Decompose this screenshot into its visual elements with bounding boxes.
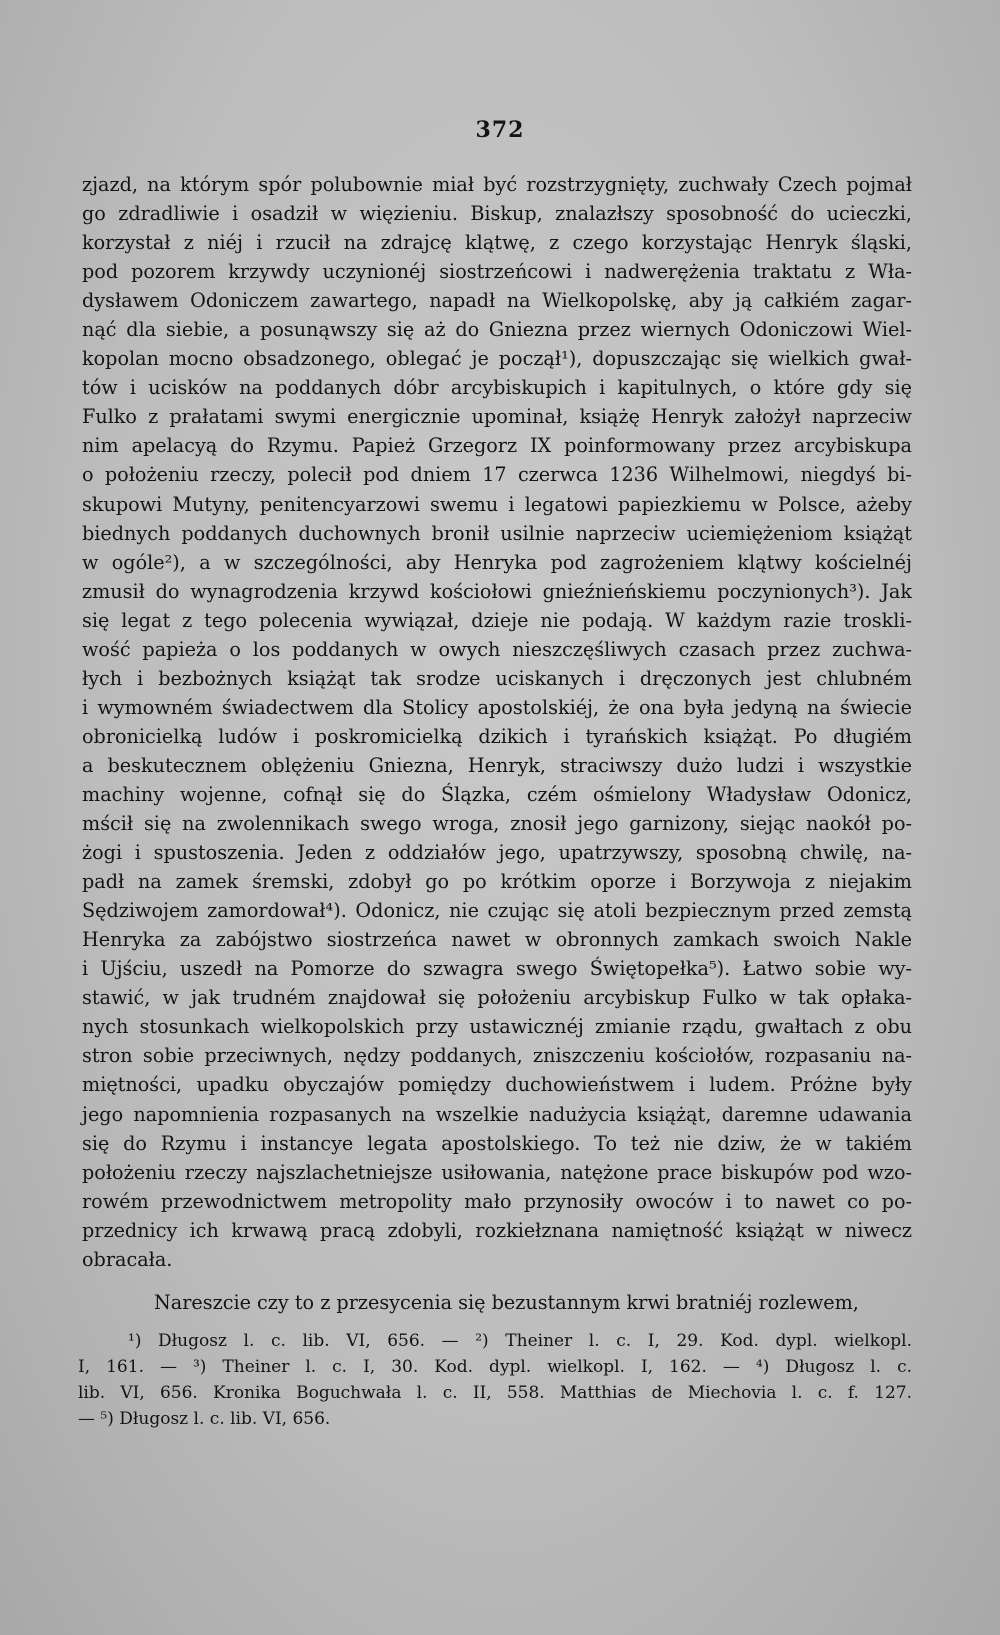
body-text	[82, 170, 912, 1317]
text-line: łych i bezbożnych książąt tak srodze uciskanych i dręczonych jest chlubném	[82, 666, 912, 690]
text-line: nąć dla siebie, a posunąwszy się aż do Gniezna przez wiernych Odoniczowi Wiel-	[82, 318, 912, 342]
text-line: lib. VI, 656. Kronika Boguchwała l. c. II, 558. Matthias de Miechovia l. c. f. 127.	[78, 1383, 912, 1403]
page-number: 372	[475, 117, 525, 143]
text-line: wość papieża o los poddanych w owych nieszczęśliwych czasach przez zuchwa-	[82, 637, 912, 661]
text-line: obronicielką ludów i poskromicielką dzikich i tyrańskich książąt. Po długiém	[82, 724, 912, 748]
text-line: padł na zamek śremski, zdobył go po krótkim oporze i Borzywoja z niejakim	[82, 870, 912, 894]
text-line: Sędziwojem zamordował⁴). Odonicz, nie czując się atoli bezpiecznym przed zemstą	[82, 899, 912, 923]
text-line: zjazd, na którym spór polubownie miał być rozstrzygnięty, zuchwały Czech pojmał	[82, 173, 912, 196]
text-line: korzystał z niéj i rzucił na zdrajcę klątwę, z czego korzystając Henryk śląski,	[82, 231, 912, 255]
text-line: się legat z tego polecenia wywiązał, dzieje nie podają. W każdym razie troskli-	[82, 608, 912, 632]
text-line: go zdradliwie i osadził w więzieniu. Biskup, znalazłszy sposobność do ucieczki,	[82, 202, 912, 226]
paragraph-2	[82, 1288, 912, 1317]
text-line: nim apelacyą do Rzymu. Papież Grzegorz IX poinformowany przez arcybiskupa	[82, 434, 912, 458]
text-line: I, 161. — ³) Theiner l. c. I, 30. Kod. dypl. wielkopl. I, 162. — ⁴) Długosz l. c.	[78, 1357, 912, 1377]
text-line: Nareszcie czy to z przesycenia się bezustannym krwi bratniéj rozlewem,	[154, 1290, 859, 1314]
text-line: dysławem Odoniczem zawartego, napadł na Wielkopolskę, aby ją całkiém zagar-	[82, 289, 912, 313]
text-line: biednych poddanych duchownych bronił usilnie naprzeciw uciemiężeniom książąt	[82, 521, 912, 545]
text-line: Fulko z prałatami swymi energicznie upominał, książę Henryk założył naprzeciw	[82, 405, 912, 429]
text-line: — ⁵) Długosz l. c. lib. VI, 656.	[78, 1409, 331, 1429]
text-line: machiny wojenne, cofnął się do Ślązka, czém ośmielony Władysław Odonicz,	[82, 782, 912, 806]
text-line: zmusił do wynagrodzenia krzywd kościołowi gnieźnieńskiemu poczynionych³). Jak	[82, 579, 912, 603]
text-line: o położeniu rzeczy, polecił pod dniem 17 czerwca 1236 Wilhelmowi, niegdyś bi-	[82, 463, 912, 487]
text-line: się do Rzymu i instancye legata apostolskiego. To też nie dziw, że w takiém	[82, 1131, 912, 1155]
text-line: Henryka za zabójstwo siostrzeńca nawet w obronnych zamkach swoich Nakle	[82, 928, 912, 952]
text-line: nych stosunkach wielkopolskich przy ustawicznéj zmianie rządu, gwałtach z obu	[82, 1015, 912, 1039]
text-line: stron sobie przeciwnych, nędzy poddanych, zniszczeniu kościołów, rozpasaniu na-	[82, 1044, 912, 1068]
text-line: jego napomnienia rozpasanych na wszelkie nadużycia książąt, daremne udawania	[82, 1102, 912, 1126]
text-line: rowém przewodnictwem metropolity mało przynosiły owoców i to nawet co po-	[82, 1189, 912, 1213]
paragraph-1	[82, 170, 912, 1274]
text-line: skupowi Mutyny, penitencyarzowi swemu i legatowi papiezkiemu w Polsce, ażeby	[82, 492, 912, 516]
text-line: położeniu rzeczy najszlachetniejsze usiłowania, natężone prace biskupów pod wzo-	[82, 1160, 912, 1184]
text-line: tów i ucisków na poddanych dóbr arcybiskupich i kapitulnych, o które gdy się	[82, 376, 912, 400]
text-line: kopolan mocno obsadzonego, oblegać je począł¹), dopuszczając się wielkich gwał-	[82, 347, 912, 371]
text-line: miętności, upadku obyczajów pomiędzy duchowieństwem i ludem. Próżne były	[82, 1073, 912, 1097]
text-line: ¹) Długosz l. c. lib. VI, 656. — ²) Theiner l. c. I, 29. Kod. dypl. wielkopl.	[128, 1331, 912, 1351]
text-line: pod pozorem krzywdy uczynionéj siostrzeńcowi i nadwerężenia traktatu z Wła-	[82, 260, 912, 284]
text-line: a beskutecznem oblężeniu Gniezna, Henryk, straciwszy dużo ludzi i wszystkie	[82, 753, 912, 777]
text-line: mścił się na zwolennikach swego wroga, znosił jego garnizony, siejąc naokół po-	[82, 812, 912, 836]
text-line: żogi i spustoszenia. Jeden z oddziałów jego, upatrzywszy, sposobną chwilę, na-	[82, 841, 912, 865]
text-line: i Ujściu, uszedł na Pomorze do szwagra swego Świętopełka⁵). Łatwo sobie wy-	[82, 957, 912, 981]
text-line: w ogóle²), a w szczególności, aby Henryka pod zagrożeniem klątwy kościelnéj	[82, 550, 912, 574]
text-line: stawić, w jak trudném znajdował się położeniu arcybiskup Fulko w tak opłaka-	[82, 986, 912, 1010]
text-line: przednicy ich krwawą pracą zdobyli, rozkiełznana namiętność książąt w niwecz	[82, 1218, 912, 1242]
text-line: i wymowném świadectwem dla Stolicy apostolskiéj, że ona była jedyną na świecie	[82, 695, 912, 719]
footnotes	[78, 1328, 912, 1432]
text-line: obracała.	[82, 1247, 173, 1271]
